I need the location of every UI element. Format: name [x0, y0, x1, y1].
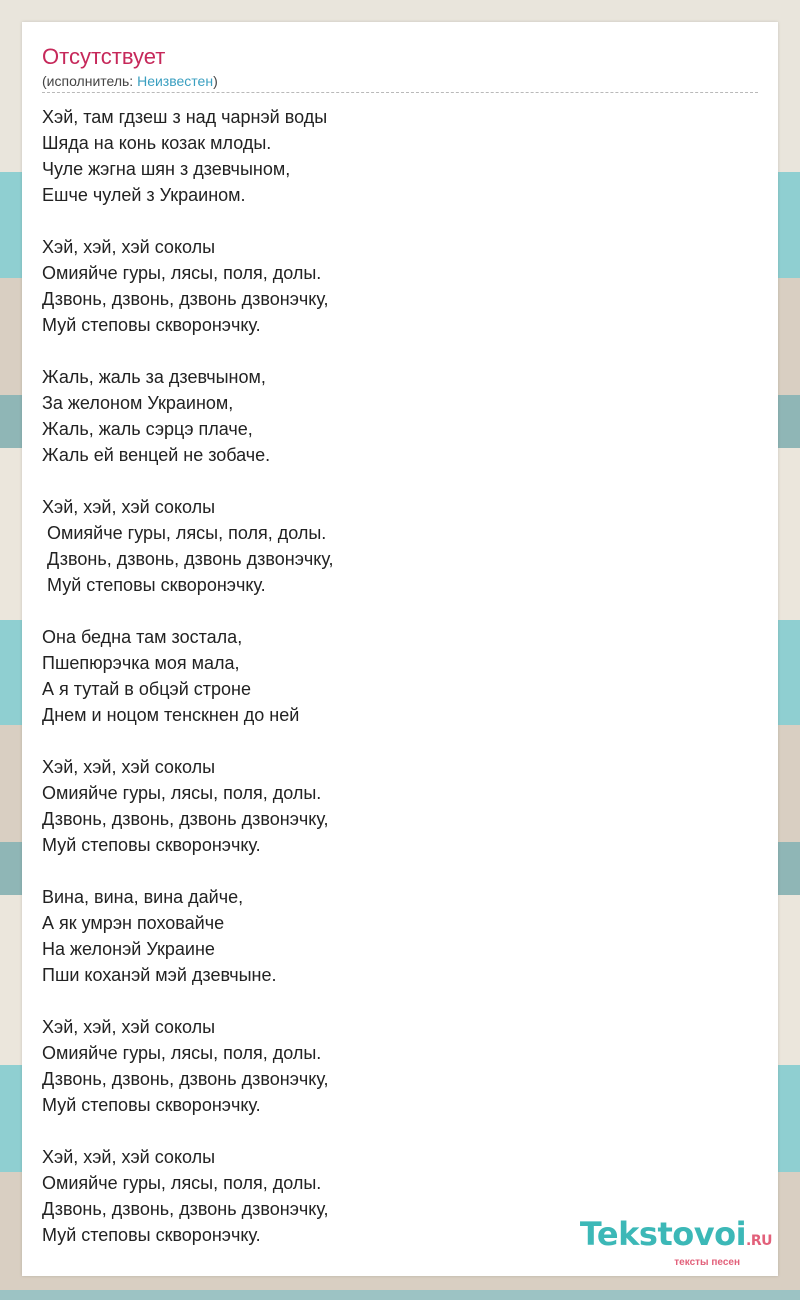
lyrics-line: Хэй, хэй, хэй соколы [42, 237, 216, 257]
lyrics-line: А як умрэн поховайче [42, 913, 225, 933]
lyrics-line: Ешче чулей з Украином. [42, 185, 246, 205]
logo-tagline: тексты песен [674, 1257, 740, 1268]
lyrics-line: Хэй, хэй, хэй соколы [42, 1017, 216, 1037]
lyrics-line: Пши коханэй мэй дзевчыне. [42, 965, 277, 985]
logo-wordmark [580, 1217, 772, 1258]
lyrics-stanza [42, 1014, 758, 1118]
lyrics-line: Муй степовы скворонэчку. [42, 1095, 261, 1115]
lyrics-line: Днем и ноцом тенскнен до ней [42, 705, 300, 725]
song-title: Отсутствует [42, 44, 166, 69]
site-logo[interactable] [580, 1217, 772, 1268]
lyrics-line: Хэй, хэй, хэй соколы [42, 497, 216, 517]
lyrics-line: Она бедна там зостала, [42, 627, 243, 647]
lyrics-line: А я тутай в обцэй строне [42, 679, 251, 699]
lyrics-line: Жаль, жаль за дзевчыном, [42, 367, 266, 387]
lyrics-line: Вина, вина, вина дайче, [42, 887, 244, 907]
lyrics-line: Омияйче гуры, лясы, поля, долы. [42, 523, 327, 543]
artist-line [42, 72, 218, 90]
lyrics-line: Дзвонь, дзвонь, дзвонь дзвонэчку, [42, 549, 334, 569]
lyrics-card [22, 22, 778, 1276]
lyrics-line: Муй степовы скворонэчку. [42, 835, 261, 855]
dashed-divider [42, 92, 758, 93]
lyrics-stanza [42, 624, 758, 728]
lyrics-line: Жаль, жаль сэрцэ плаче, [42, 419, 253, 439]
lyrics-line: Хэй, там гдзеш з над чарнэй воды [42, 107, 328, 127]
lyrics-stanza [42, 754, 758, 858]
lyrics-line: Жаль ей венцей не зобаче. [42, 445, 271, 465]
lyrics-line: Шяда на конь козак млоды. [42, 133, 272, 153]
logo-main-text: Tekstovoi [579, 1215, 747, 1253]
lyrics-line: Муй степовы скворонэчку. [42, 315, 261, 335]
lyrics-stanza [42, 494, 758, 598]
lyrics-line: Муй степовы скворонэчку. [42, 575, 266, 595]
lyrics-line: Омияйче гуры, лясы, поля, долы. [42, 263, 322, 283]
artist-link[interactable]: Неизвестен [137, 73, 214, 89]
lyrics-line: Дзвонь, дзвонь, дзвонь дзвонэчку, [42, 809, 329, 829]
lyrics-stanza [42, 364, 758, 468]
lyrics-line: Муй степовы скворонэчку. [42, 1225, 261, 1245]
bottom-stripe [0, 1290, 800, 1300]
artist-prefix: (исполнитель: [42, 73, 138, 89]
lyrics-stanza [42, 104, 758, 208]
lyrics-line: За желоном Украином, [42, 393, 234, 413]
logo-tld: .RU [746, 1233, 772, 1249]
lyrics-line: Дзвонь, дзвонь, дзвонь дзвонэчку, [42, 1069, 329, 1089]
lyrics-line: Хэй, хэй, хэй соколы [42, 1147, 216, 1167]
lyrics-line: Омияйче гуры, лясы, поля, долы. [42, 783, 322, 803]
lyrics-line: На желонэй Украине [42, 939, 215, 959]
lyrics-line: Дзвонь, дзвонь, дзвонь дзвонэчку, [42, 289, 329, 309]
lyrics-line: Омияйче гуры, лясы, поля, долы. [42, 1043, 322, 1063]
lyrics-line: Хэй, хэй, хэй соколы [42, 757, 216, 777]
lyrics-stanza [42, 884, 758, 988]
lyrics-line: Пшепюрэчка моя мала, [42, 653, 240, 673]
lyrics-text [42, 104, 758, 1274]
lyrics-line: Омияйче гуры, лясы, поля, долы. [42, 1173, 322, 1193]
lyrics-line: Чуле жэгна шян з дзевчыном, [42, 159, 291, 179]
lyrics-line: Дзвонь, дзвонь, дзвонь дзвонэчку, [42, 1199, 329, 1219]
lyrics-stanza [42, 234, 758, 338]
artist-suffix: ) [213, 73, 218, 89]
